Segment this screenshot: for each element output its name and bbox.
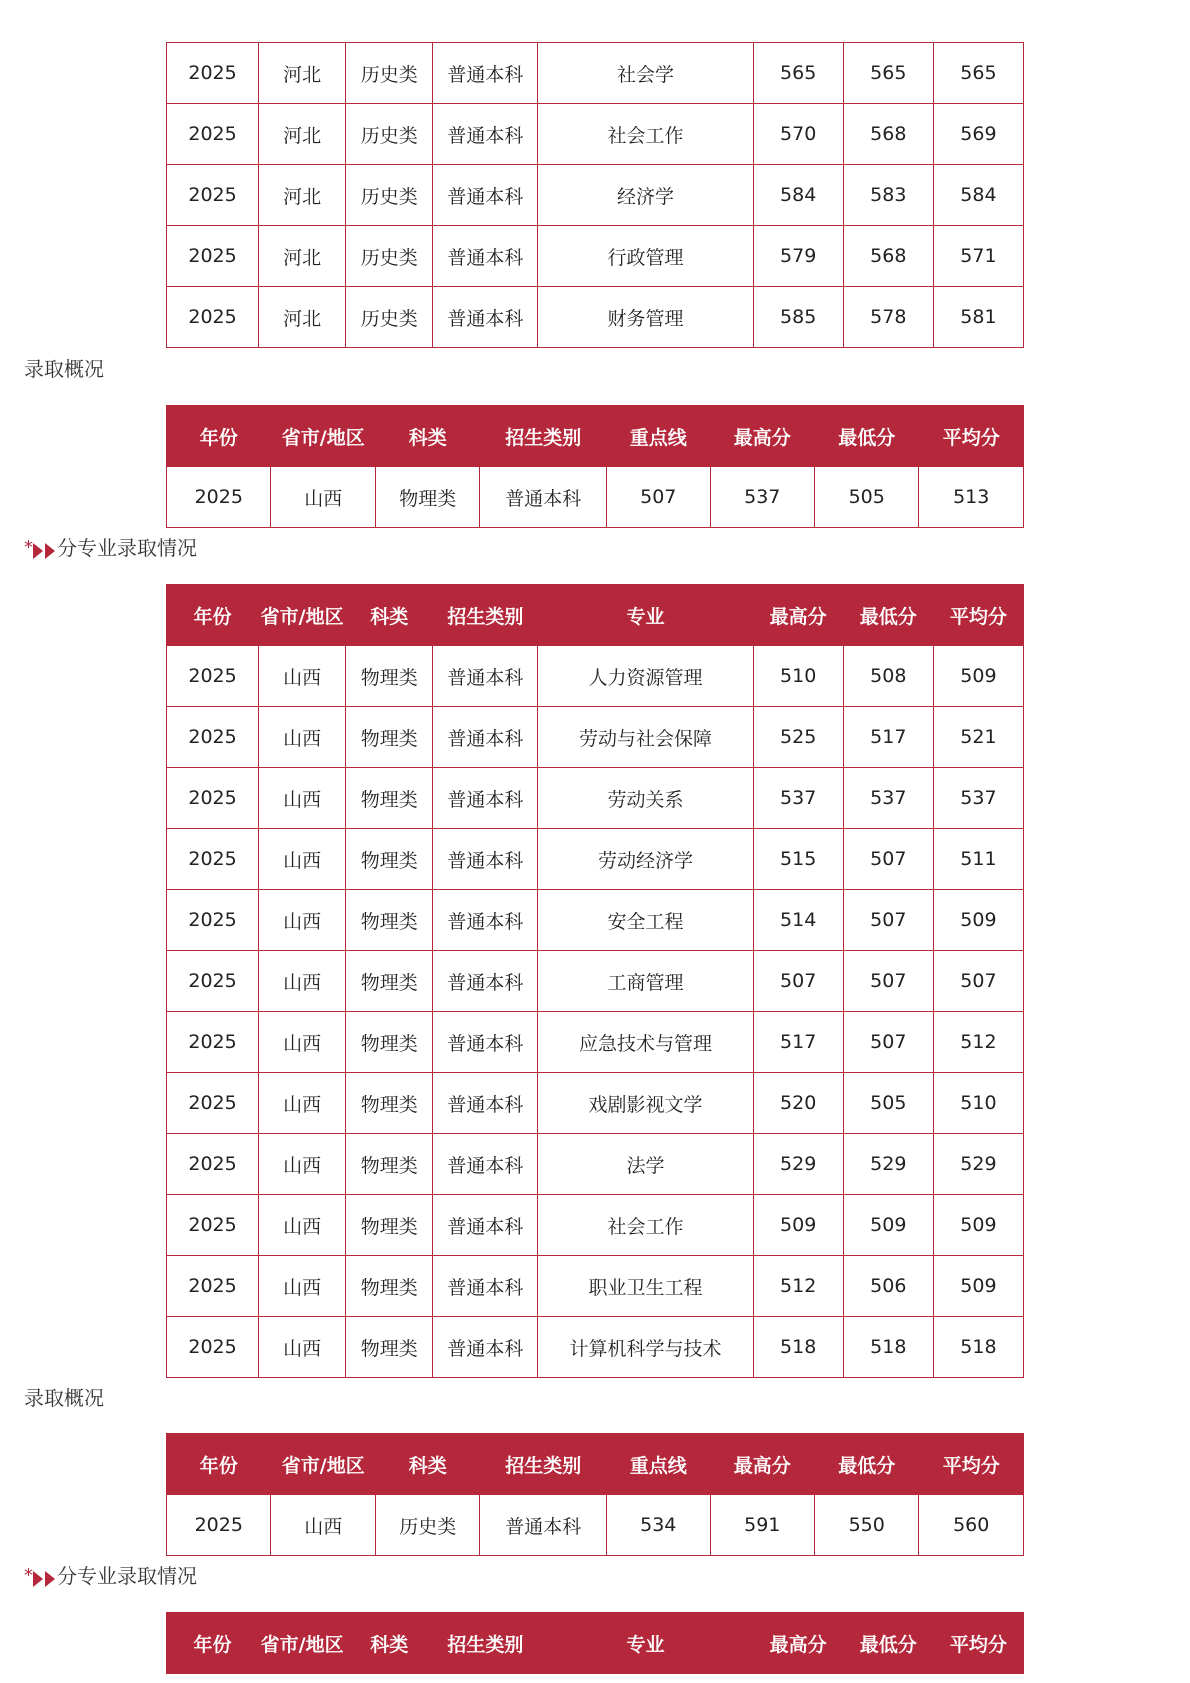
admission-overview-table	[166, 405, 1024, 528]
table-row	[167, 1012, 1024, 1073]
table-cell: 509	[753, 1195, 843, 1256]
table-cell: 普通本科	[480, 467, 607, 528]
column-header: 科类	[346, 585, 433, 646]
column-header: 招生类别	[433, 1613, 538, 1674]
column-header: 专业	[538, 585, 753, 646]
table-cell: 507	[607, 467, 710, 528]
major-admission-table	[166, 42, 1024, 348]
admission-overview-label	[24, 1386, 104, 1410]
table-cell: 2025	[167, 467, 271, 528]
table-cell: 应急技术与管理	[538, 1012, 753, 1073]
table-cell: 509	[933, 646, 1023, 707]
table-cell: 514	[753, 890, 843, 951]
table-cell: 物理类	[346, 1256, 433, 1317]
table-cell: 普通本科	[433, 1134, 538, 1195]
table-cell: 2025	[167, 226, 259, 287]
table-cell: 518	[753, 1317, 843, 1378]
table-cell: 普通本科	[433, 287, 538, 348]
table-cell: 2025	[167, 707, 259, 768]
column-header: 省市/地区	[259, 1613, 346, 1674]
major-admission-label	[24, 536, 197, 562]
major-admission-table	[166, 1612, 1024, 1674]
table-cell: 物理类	[346, 1073, 433, 1134]
table-cell: 河北	[259, 43, 346, 104]
table-cell: 2025	[167, 829, 259, 890]
table-cell: 515	[753, 829, 843, 890]
table-cell: 物理类	[346, 951, 433, 1012]
table-cell: 2025	[167, 1195, 259, 1256]
table-row	[167, 1317, 1024, 1378]
column-header: 年份	[167, 406, 271, 467]
table-row	[167, 1195, 1024, 1256]
red-triangle-arrow-icon	[33, 538, 57, 562]
table-cell: 2025	[167, 1317, 259, 1378]
table-cell: 山西	[259, 1134, 346, 1195]
table-cell: 普通本科	[433, 1195, 538, 1256]
table-row	[167, 646, 1024, 707]
column-header: 省市/地区	[271, 406, 375, 467]
table-row	[167, 467, 1024, 528]
table-cell: 山西	[259, 890, 346, 951]
table-cell: 山西	[259, 1195, 346, 1256]
table-header-row	[167, 1434, 1024, 1495]
table-cell: 历史类	[346, 165, 433, 226]
table-cell: 普通本科	[433, 707, 538, 768]
table-cell: 普通本科	[433, 768, 538, 829]
column-header: 招生类别	[433, 585, 538, 646]
table-cell: 507	[843, 829, 933, 890]
column-header: 省市/地区	[259, 585, 346, 646]
column-header: 最低分	[814, 406, 918, 467]
table-cell: 工商管理	[538, 951, 753, 1012]
table-cell: 583	[843, 165, 933, 226]
table-cell: 505	[843, 1073, 933, 1134]
table-row	[167, 104, 1024, 165]
table-cell: 585	[753, 287, 843, 348]
table-cell: 物理类	[346, 707, 433, 768]
table-cell: 578	[843, 287, 933, 348]
table-cell: 2025	[167, 104, 259, 165]
table-cell: 537	[933, 768, 1023, 829]
table-cell: 569	[933, 104, 1023, 165]
table-cell: 529	[843, 1134, 933, 1195]
column-header: 科类	[346, 1613, 433, 1674]
table-cell: 509	[933, 890, 1023, 951]
table-cell: 财务管理	[538, 287, 753, 348]
table-cell: 511	[933, 829, 1023, 890]
table-cell: 2025	[167, 1256, 259, 1317]
table-cell: 普通本科	[480, 1495, 607, 1556]
column-header: 招生类别	[480, 406, 607, 467]
table-cell: 570	[753, 104, 843, 165]
table-cell: 537	[843, 768, 933, 829]
table-cell: 劳动关系	[538, 768, 753, 829]
table-cell: 普通本科	[433, 1012, 538, 1073]
table-cell: 社会学	[538, 43, 753, 104]
table-row	[167, 165, 1024, 226]
table-cell: 507	[843, 1012, 933, 1073]
table-cell: 历史类	[346, 287, 433, 348]
table-cell: 2025	[167, 768, 259, 829]
table-cell: 2025	[167, 646, 259, 707]
table-cell: 550	[814, 1495, 918, 1556]
table-cell: 518	[843, 1317, 933, 1378]
table-cell: 584	[933, 165, 1023, 226]
table-cell: 河北	[259, 226, 346, 287]
column-header: 平均分	[933, 1613, 1023, 1674]
table-cell: 普通本科	[433, 1317, 538, 1378]
admission-overview-table	[166, 1433, 1024, 1556]
table-cell: 508	[843, 646, 933, 707]
table-cell: 普通本科	[433, 951, 538, 1012]
table-row	[167, 226, 1024, 287]
table-cell: 509	[933, 1195, 1023, 1256]
table-header-row	[167, 585, 1024, 646]
table-cell: 529	[753, 1134, 843, 1195]
major-admission-table	[166, 584, 1024, 1378]
section-label-text: 录取概况	[24, 357, 104, 381]
column-header: 年份	[167, 1434, 271, 1495]
table-cell: 537	[753, 768, 843, 829]
table-cell: 506	[843, 1256, 933, 1317]
table-cell: 安全工程	[538, 890, 753, 951]
table-cell: 509	[843, 1195, 933, 1256]
table-cell: 512	[933, 1012, 1023, 1073]
table-cell: 普通本科	[433, 890, 538, 951]
section-label-text: 录取概况	[24, 1386, 104, 1410]
section-label-text: 分专业录取情况	[57, 1564, 197, 1588]
table-cell: 2025	[167, 890, 259, 951]
table-cell: 山西	[259, 829, 346, 890]
table-cell: 568	[843, 104, 933, 165]
table-cell: 507	[753, 951, 843, 1012]
table-cell: 社会工作	[538, 1195, 753, 1256]
table-row	[167, 1495, 1024, 1556]
table-cell: 525	[753, 707, 843, 768]
table-cell: 2025	[167, 1012, 259, 1073]
table-row	[167, 890, 1024, 951]
table-cell: 普通本科	[433, 43, 538, 104]
table-cell: 山西	[259, 707, 346, 768]
table-cell: 物理类	[346, 1012, 433, 1073]
table-cell: 历史类	[346, 226, 433, 287]
table-cell: 普通本科	[433, 829, 538, 890]
table-cell: 520	[753, 1073, 843, 1134]
table-cell: 山西	[271, 1495, 375, 1556]
table-cell: 山西	[259, 1012, 346, 1073]
table-cell: 513	[919, 467, 1024, 528]
column-header: 招生类别	[480, 1434, 607, 1495]
column-header: 平均分	[919, 406, 1024, 467]
table-row	[167, 951, 1024, 1012]
table-cell: 518	[933, 1317, 1023, 1378]
label-prefix: *	[24, 1565, 33, 1586]
table-cell: 565	[843, 43, 933, 104]
table-row	[167, 287, 1024, 348]
section-label-text: 分专业录取情况	[57, 536, 197, 560]
table-header-row	[167, 406, 1024, 467]
column-header: 平均分	[933, 585, 1023, 646]
column-header: 最高分	[753, 585, 843, 646]
table-cell: 普通本科	[433, 226, 538, 287]
table-cell: 510	[753, 646, 843, 707]
table-cell: 529	[933, 1134, 1023, 1195]
table-cell: 517	[843, 707, 933, 768]
table-cell: 山西	[259, 768, 346, 829]
column-header: 重点线	[607, 406, 710, 467]
table-cell: 职业卫生工程	[538, 1256, 753, 1317]
table-cell: 物理类	[346, 1134, 433, 1195]
table-cell: 509	[933, 1256, 1023, 1317]
table-cell: 经济学	[538, 165, 753, 226]
table-cell: 2025	[167, 1134, 259, 1195]
table-cell: 普通本科	[433, 1256, 538, 1317]
column-header: 省市/地区	[271, 1434, 375, 1495]
table-cell: 2025	[167, 165, 259, 226]
table-cell: 2025	[167, 1495, 271, 1556]
admission-overview-label	[24, 357, 104, 381]
table-row	[167, 768, 1024, 829]
table-cell: 物理类	[346, 768, 433, 829]
column-header: 专业	[538, 1613, 753, 1674]
table-cell: 山西	[259, 951, 346, 1012]
table-cell: 512	[753, 1256, 843, 1317]
table-cell: 507	[843, 951, 933, 1012]
column-header: 最低分	[843, 585, 933, 646]
column-header: 科类	[375, 1434, 479, 1495]
table-cell: 物理类	[346, 829, 433, 890]
table-row	[167, 1073, 1024, 1134]
table-cell: 社会工作	[538, 104, 753, 165]
table-cell: 517	[753, 1012, 843, 1073]
column-header: 最低分	[843, 1613, 933, 1674]
table-cell: 人力资源管理	[538, 646, 753, 707]
table-cell: 2025	[167, 287, 259, 348]
table-row	[167, 1134, 1024, 1195]
table-row	[167, 43, 1024, 104]
column-header: 最高分	[710, 406, 814, 467]
table-cell: 普通本科	[433, 104, 538, 165]
table-cell: 物理类	[346, 646, 433, 707]
table-cell: 山西	[259, 1256, 346, 1317]
table-row	[167, 1256, 1024, 1317]
table-header-row	[167, 1613, 1024, 1674]
table-cell: 521	[933, 707, 1023, 768]
label-prefix: *	[24, 537, 33, 558]
table-cell: 普通本科	[433, 1073, 538, 1134]
red-triangle-arrow-icon	[33, 1566, 57, 1590]
column-header: 最低分	[814, 1434, 918, 1495]
table-cell: 山西	[259, 1073, 346, 1134]
table-cell: 物理类	[346, 890, 433, 951]
table-cell: 571	[933, 226, 1023, 287]
table-cell: 历史类	[375, 1495, 479, 1556]
column-header: 最高分	[753, 1613, 843, 1674]
table-cell: 579	[753, 226, 843, 287]
column-header: 平均分	[919, 1434, 1024, 1495]
table-cell: 河北	[259, 287, 346, 348]
table-cell: 581	[933, 287, 1023, 348]
table-cell: 物理类	[346, 1195, 433, 1256]
table-cell: 510	[933, 1073, 1023, 1134]
table-cell: 584	[753, 165, 843, 226]
table-cell: 537	[710, 467, 814, 528]
table-cell: 565	[753, 43, 843, 104]
table-cell: 行政管理	[538, 226, 753, 287]
table-cell: 507	[933, 951, 1023, 1012]
table-cell: 2025	[167, 1073, 259, 1134]
table-cell: 568	[843, 226, 933, 287]
table-cell: 河北	[259, 165, 346, 226]
table-row	[167, 829, 1024, 890]
table-cell: 法学	[538, 1134, 753, 1195]
column-header: 重点线	[607, 1434, 710, 1495]
table-cell: 历史类	[346, 104, 433, 165]
table-cell: 山西	[259, 1317, 346, 1378]
table-cell: 物理类	[375, 467, 479, 528]
table-cell: 计算机科学与技术	[538, 1317, 753, 1378]
table-cell: 507	[843, 890, 933, 951]
table-cell: 劳动与社会保障	[538, 707, 753, 768]
column-header: 科类	[375, 406, 479, 467]
table-cell: 2025	[167, 951, 259, 1012]
table-cell: 505	[814, 467, 918, 528]
column-header: 年份	[167, 1613, 259, 1674]
major-admission-label	[24, 1564, 197, 1590]
table-cell: 戏剧影视文学	[538, 1073, 753, 1134]
table-cell: 2025	[167, 43, 259, 104]
table-cell: 河北	[259, 104, 346, 165]
column-header: 最高分	[710, 1434, 814, 1495]
table-cell: 历史类	[346, 43, 433, 104]
table-cell: 物理类	[346, 1317, 433, 1378]
table-cell: 山西	[259, 646, 346, 707]
table-cell: 山西	[271, 467, 375, 528]
table-cell: 劳动经济学	[538, 829, 753, 890]
table-cell: 普通本科	[433, 165, 538, 226]
table-cell: 565	[933, 43, 1023, 104]
table-cell: 普通本科	[433, 646, 538, 707]
table-cell: 591	[710, 1495, 814, 1556]
table-cell: 560	[919, 1495, 1024, 1556]
column-header: 年份	[167, 585, 259, 646]
table-row	[167, 707, 1024, 768]
table-cell: 534	[607, 1495, 710, 1556]
